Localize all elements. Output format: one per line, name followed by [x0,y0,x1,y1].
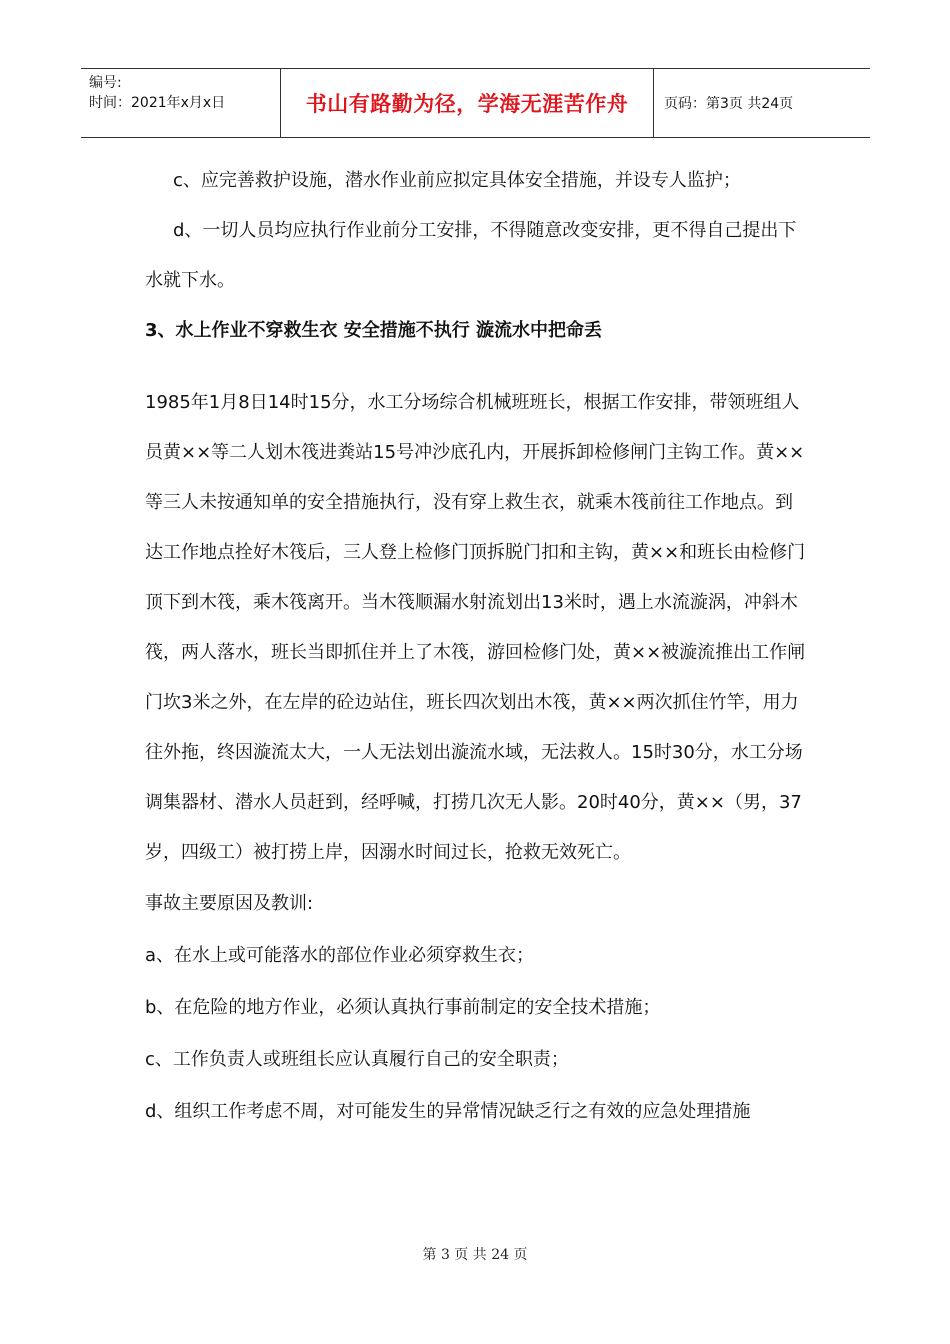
document-body [145,156,810,1138]
lesson-item-b: b、在危险的地方作业，必须认真执行事前制定的安全技术措施； [145,997,661,1018]
incident-story: 1985年1月8日14时15分，水工分场综合机械班班长，根据工作安排，带领班组人员黄××等二人划木筏进粪站15号冲沙底孔内，开展拆卸检修闸门主钩工作。黄××等三人未按通知单的安全措施执行，没有穿上救生衣，就乘木筏前往工作地点。到达工作地点拴好木筏后，三人登上检修门顶拆脱门扣和主钩，黄××和班长由检修门顶下到木筏，乘木筏离开。当木筏顺漏水射流划出13米时，遇上水流漩涡，冲斜木筏，两人落水，班长当即抓住并上了木筏，游回检修门处，黄××被漩流推出工作闸门坎3米之外，在左岸的砼边站住，班长四次划出木筏，黄××两次抓住竹竿，用力往外拖，终因漩流太大，一人无法划出漩流水域，无法救人。15时30分，水工分场调集器材、潜水人员赶到，经呼喊，打捞几次无人影。20时40分，黄××（男，37岁，四级工）被打捞上岸，因溺水时间过长，抢救无效死亡。 [145,392,806,863]
section-heading: 3、水上作业不穿救生衣 安全措施不执行 漩流水中把命丢 [145,320,603,341]
paragraph-c: c、应完善救护设施，潜水作业前应拟定具体安全措施，并设专人监护； [173,170,741,191]
header-motto: 书山有路勤为径，学海无涯苦作舟 [281,69,654,137]
page-footer: 第 3 页 共 24 页 [422,1247,528,1263]
lesson-item-d: d、组织工作考虑不周，对可能发生的异常情况缺乏行之有效的应急处理措施 [145,1101,751,1122]
lesson-item-a: a、在水上或可能落水的部位作业必须穿救生衣； [145,945,535,966]
page-header [81,68,870,138]
paragraph-d: d、一切人员均应执行作业前分工安排，不得随意改变安排，更不得自己提出下水就下水。 [145,220,797,291]
header-meta [81,69,281,137]
document-number-label: 编号: [89,75,122,91]
header-page-info: 页码：第3页 共24页 [664,96,794,112]
lesson-item-c: c、工作负责人或班组长应认真履行自己的安全职责； [145,1049,569,1070]
lessons-title: 事故主要原因及教训: [145,893,314,914]
lessons-list [145,878,810,1138]
document-date: 时间：2021年x月x日 [89,95,226,111]
